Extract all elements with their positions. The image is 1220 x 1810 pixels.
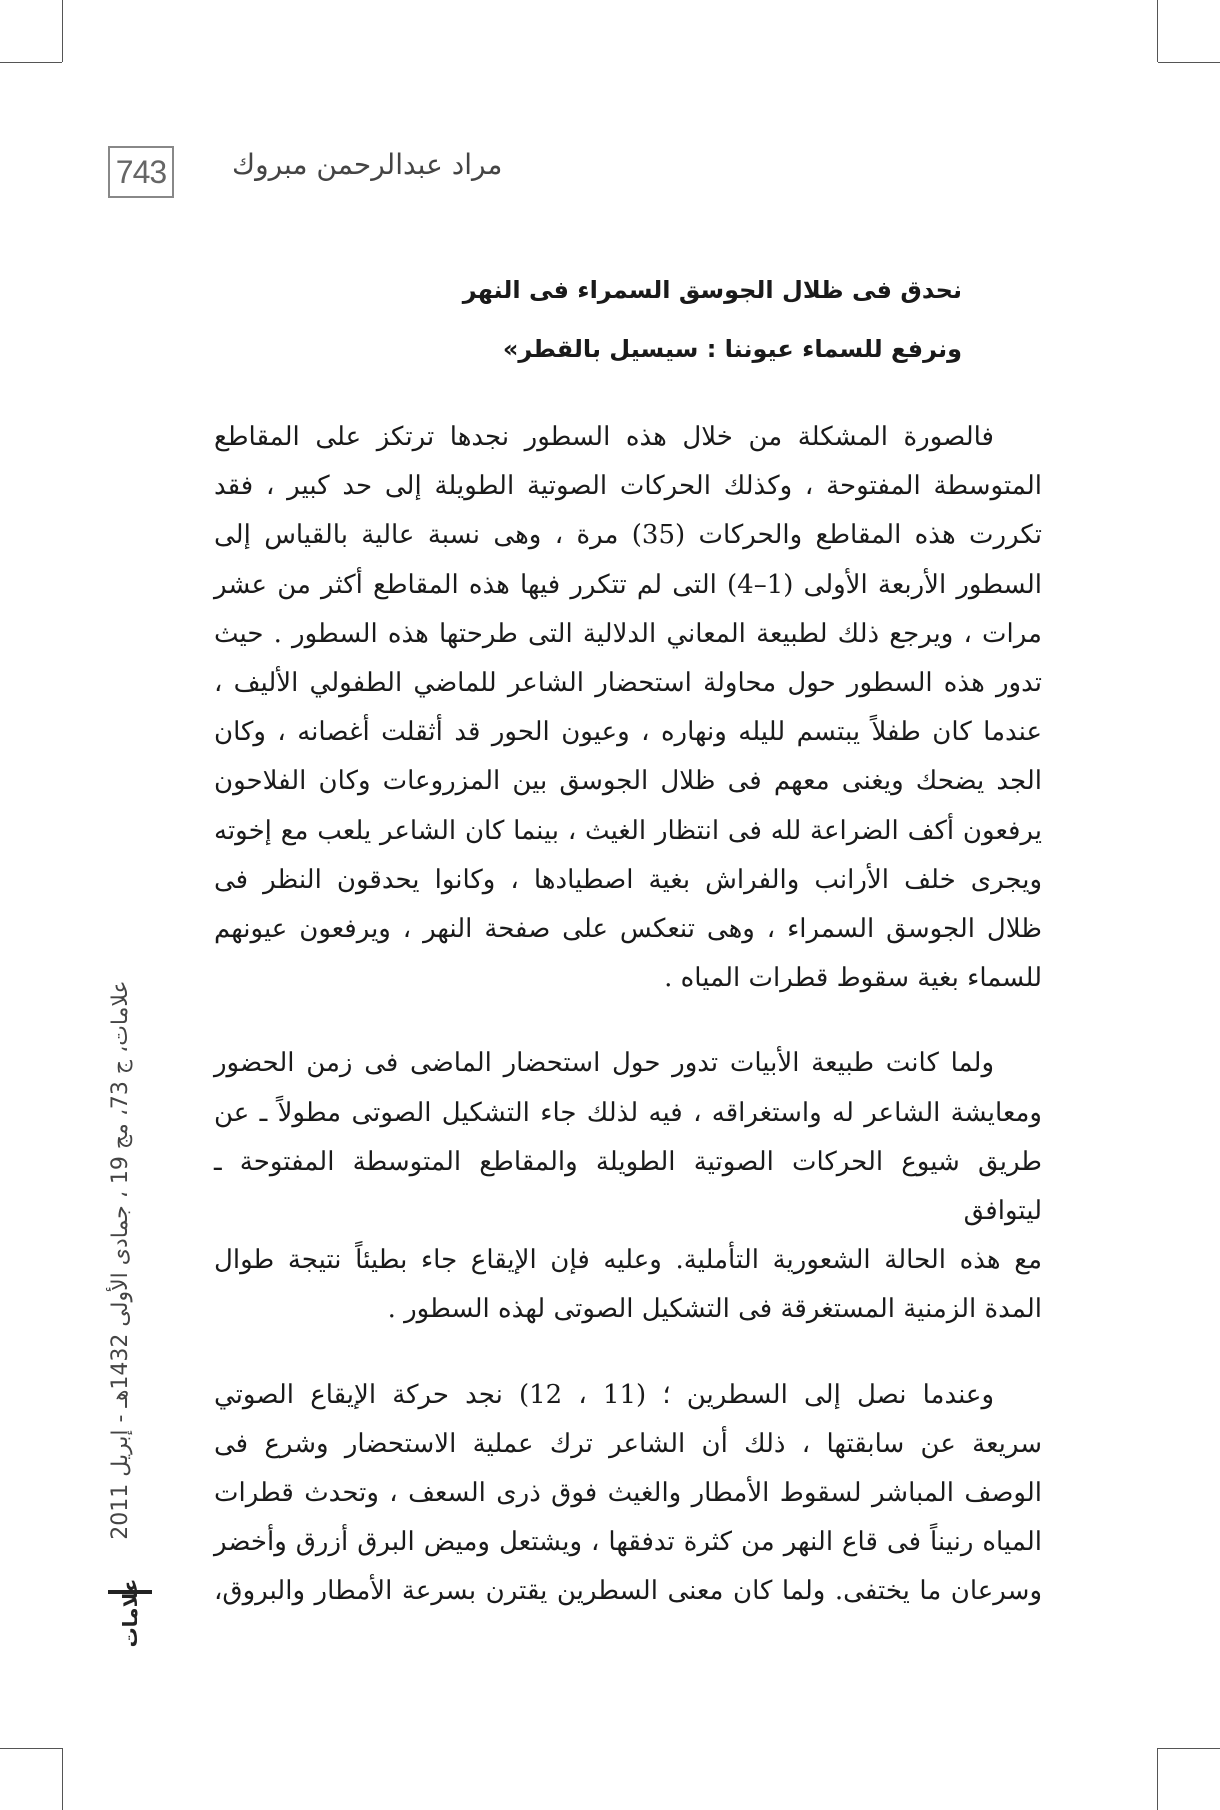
poem-verse: نحدق فى ظلال الجوسق السمراء فى النهر bbox=[462, 276, 962, 304]
text-line: ومعايشة الشاعر له واستغراقه ، فيه لذلك جاء التشكيل الصوتى مطولاً ـ عن bbox=[214, 1097, 1042, 1128]
text-line: وسرعان ما يختفى. ولما كان معنى السطرين يقترن بسرعة الأمطار والبروق، bbox=[214, 1576, 1042, 1607]
author-name: مراد عبدالرحمن مبروك bbox=[232, 148, 503, 181]
text-line: ويجرى خلف الأرانب والفراش بغية اصطيادها ، وكانوا يحدقون النظر فى bbox=[214, 864, 1042, 895]
text-line: للسماء بغية سقوط قطرات المياه . bbox=[664, 963, 1042, 994]
text-line: السطور الأربعة الأولى (1–4) التى لم تتكرر فيها هذه المقاطع أكثر من عشر bbox=[214, 569, 1042, 600]
paragraph bbox=[214, 413, 1042, 1003]
page-number: 743 bbox=[108, 146, 174, 198]
article-body bbox=[214, 255, 1042, 1617]
paragraph bbox=[214, 1371, 1042, 1617]
crop-mark bbox=[1158, 62, 1220, 63]
text-line: طريق شيوع الحركات الصوتية الطويلة والمقاطع المتوسطة المفتوحة ـ ليتوافق bbox=[214, 1146, 1042, 1227]
text-line: تدور هذه السطور حول محاولة استحضار الشاعر للماضي الطفولي الأليف ، bbox=[214, 668, 1042, 699]
text-line: المدة الزمنية المستغرقة فى التشكيل الصوتى لهذه السطور . bbox=[387, 1294, 1042, 1325]
text-line: ولما كانت طبيعة الأبيات تدور حول استحضار الماضى فى زمن الحضور bbox=[214, 1048, 994, 1079]
text-line: المتوسطة المفتوحة ، وكذلك الحركات الصوتية الطويلة إلى حد كبير ، فقد bbox=[214, 471, 1042, 502]
text-line: الوصف المباشر لسقوط الأمطار والغيث فوق ذرى السعف ، وتحدث قطرات bbox=[214, 1478, 1042, 1509]
crop-mark bbox=[62, 0, 63, 62]
text-line: سريعة عن سابقتها ، ذلك أن الشاعر ترك عملية الاستحضار وشرع فى bbox=[214, 1428, 1042, 1459]
crop-mark bbox=[1157, 1748, 1158, 1810]
text-line: المياه رنيناً فى قاع النهر من كثرة تدفقها ، ويشتعل وميض البرق أزرق وأخضر bbox=[214, 1527, 1042, 1558]
crop-mark bbox=[0, 1748, 62, 1749]
text-line: وعندما نصل إلى السطرين ؛ (11 ، 12) نجد حركة الإيقاع الصوتي bbox=[214, 1379, 995, 1410]
journal-logo: علامات bbox=[118, 1578, 142, 1648]
text-line: مرات ، ويرجع ذلك لطبيعة المعاني الدلالية التى طرحتها هذه السطور . حيث bbox=[214, 618, 1042, 649]
crop-mark bbox=[1157, 0, 1158, 62]
text-line: يرفعون أكف الضراعة لله فى انتظار الغيث ، بينما كان الشاعر يلعب مع إخوته bbox=[214, 815, 1042, 846]
text-line: مع هذه الحالة الشعورية التأملية. وعليه فإن الإيقاع جاء بطيئاً نتيجة طوال bbox=[214, 1245, 1042, 1276]
poem-verse: ونرفع للسماء عيوننا : سيسيل بالقطر» bbox=[502, 335, 962, 363]
text-line: تكررت هذه المقاطع والحركات (35) مرة ، وهى نسبة عالية بالقياس إلى bbox=[214, 520, 1043, 551]
text-line: ظلال الجوسق السمراء ، وهى تنعكس على صفحة النهر ، ويرفعون عيونهم bbox=[214, 914, 1042, 945]
journal-info: علامات، ج 73، مج 19 ، جمادى الأولى 1432هـ - إبريل 2011 bbox=[108, 980, 133, 1540]
text-line: فالصورة المشكلة من خلال هذه السطور نجدها ترتكز على المقاطع bbox=[214, 422, 994, 452]
text-line: الجد يضحك ويغنى معهم فى ظلال الجوسق بين المزروعات وكان الفلاحون bbox=[214, 766, 1042, 797]
text-line: عندما كان طفلاً يبتسم لليله ونهاره ، وعيون الحور قد أثقلت أغصانه ، وكان bbox=[214, 717, 1042, 748]
crop-mark bbox=[62, 1748, 63, 1810]
crop-mark bbox=[1158, 1748, 1220, 1749]
crop-mark bbox=[0, 62, 62, 63]
paragraph bbox=[214, 1039, 1042, 1334]
